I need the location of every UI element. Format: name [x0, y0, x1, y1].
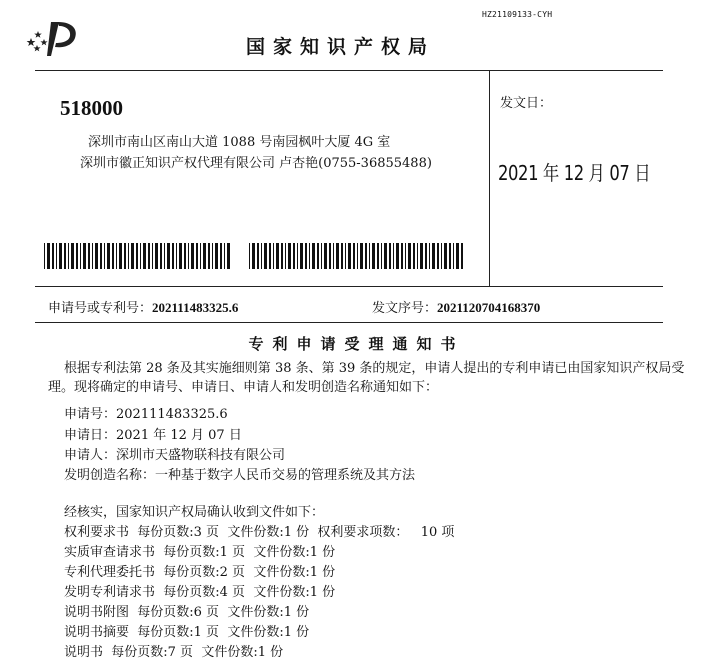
- barcode-bar: [293, 243, 295, 269]
- file-item: 发明专利请求书 每份页数:4 页 文件份数:1 份: [64, 585, 336, 600]
- barcode-bar: [212, 243, 213, 269]
- barcode-bar: [357, 243, 358, 269]
- barcode-bar: [155, 243, 158, 269]
- application-number-label: 申请号或专利号：: [48, 301, 153, 316]
- barcode-bar: [269, 243, 271, 269]
- barcode-bar: [76, 243, 78, 269]
- barcode-bar: [365, 243, 367, 269]
- barcode-bar: [353, 243, 355, 269]
- barcode-bar: [389, 243, 391, 269]
- dispatch-date-label: 发文日：: [500, 96, 553, 111]
- barcode-bar: [324, 243, 327, 269]
- field-invention-title: 发明创造名称：一种基于数字人民币交易的管理系统及其方法: [64, 468, 416, 483]
- barcode-bar: [297, 243, 298, 269]
- barcode-bar: [184, 243, 186, 269]
- barcode-bar: [453, 243, 454, 269]
- barcode-bar: [191, 243, 194, 269]
- barcode-bar: [372, 243, 375, 269]
- application-number-value: 202111483325.6: [152, 300, 239, 315]
- barcode-bar: [71, 243, 74, 269]
- serial-number-row: [372, 297, 540, 316]
- barcode-bar: [83, 243, 86, 269]
- barcode-bar: [104, 243, 105, 269]
- barcode-right: [249, 243, 464, 269]
- field-application-number: 申请号：202111483325.6: [64, 407, 228, 422]
- barcode-bar: [52, 243, 54, 269]
- barcode-bar: [128, 243, 129, 269]
- rule-above-numbers: [35, 286, 663, 287]
- notice-intro: 根据专利法第 28 条及其实施细则第 38 条、第 39 条的规定，申请人提出的专利申请已由国家知识产权局受理。现将确定的申请号、申请日、申请人和发明创造名称通知如下：: [48, 361, 685, 395]
- barcode-bar: [59, 243, 62, 269]
- file-item: 实质审查请求书 每份页数:1 页 文件份数:1 份: [64, 545, 336, 560]
- barcode-bar: [276, 243, 279, 269]
- barcode-bar: [47, 243, 50, 269]
- barcode-bar: [264, 243, 267, 269]
- barcode-bar: [300, 243, 303, 269]
- barcode-bar: [152, 243, 153, 269]
- file-item: 权利要求书 每份页数:3 页 文件份数:1 份 权利要求项数： 10 项: [64, 525, 455, 540]
- barcode-bar: [107, 243, 110, 269]
- vertical-divider: [489, 70, 490, 286]
- barcode-bar: [309, 243, 310, 269]
- barcode-bar: [393, 243, 394, 269]
- barcode-bar: [437, 243, 439, 269]
- agency-title: 国家知识产权局: [246, 36, 436, 58]
- barcode-bar: [131, 243, 134, 269]
- file-item: 说明书附图 每份页数:6 页 文件份数:1 份: [64, 605, 310, 620]
- barcode-bar: [136, 243, 138, 269]
- barcode-bar: [200, 243, 201, 269]
- barcode-bar: [441, 243, 442, 269]
- dispatch-date: 2021 年 12 月 07 日: [498, 161, 651, 185]
- barcode-bar: [44, 243, 45, 269]
- barcode-bar: [360, 243, 363, 269]
- barcode-bar: [273, 243, 274, 269]
- barcode-bar: [281, 243, 283, 269]
- barcode-bar: [208, 243, 210, 269]
- file-item: 说明书摘要 每份页数:1 页 文件份数:1 份: [64, 625, 310, 640]
- barcode-bar: [425, 243, 427, 269]
- barcode-bar: [124, 243, 126, 269]
- barcode-bar: [188, 243, 189, 269]
- barcode-bar: [215, 243, 218, 269]
- barcode-bar: [100, 243, 102, 269]
- serial-number-value: 2021120704168370: [437, 300, 541, 315]
- barcode-bar: [227, 243, 230, 269]
- barcode-bar: [384, 243, 387, 269]
- barcode-bar: [252, 243, 255, 269]
- barcode-bar: [261, 243, 262, 269]
- barcode-bar: [317, 243, 319, 269]
- notice-title: 专利申请受理通知书: [248, 335, 465, 353]
- barcode-bar: [160, 243, 162, 269]
- barcode-bar: [203, 243, 206, 269]
- barcode-bar: [140, 243, 141, 269]
- barcode-bar: [285, 243, 286, 269]
- file-item: 说明书 每份页数:7 页 文件份数:1 份: [64, 645, 284, 660]
- barcode-bar: [179, 243, 182, 269]
- barcode-bar: [341, 243, 343, 269]
- barcode-bar: [408, 243, 411, 269]
- barcode-bar: [172, 243, 174, 269]
- barcode-bar: [413, 243, 415, 269]
- barcode-bar: [112, 243, 114, 269]
- barcode-bar: [148, 243, 150, 269]
- address-line-1: 深圳市南山区南山大道 1088 号南园枫叶大厦 4G 室: [88, 135, 391, 150]
- postal-code: 518000: [60, 96, 123, 120]
- file-item: 专利代理委托书 每份页数:2 页 文件份数:1 份: [64, 565, 336, 580]
- barcode-bar: [333, 243, 334, 269]
- barcode-bar: [64, 243, 66, 269]
- barcode-bar: [56, 243, 57, 269]
- barcode-bar: [444, 243, 447, 269]
- barcode-bar: [336, 243, 339, 269]
- barcode-bar: [119, 243, 122, 269]
- barcode-bar: [461, 243, 463, 269]
- barcode-bar: [456, 243, 459, 269]
- barcode-bar: [164, 243, 165, 269]
- files-intro: 经核实，国家知识产权局确认收到文件如下：: [64, 505, 325, 520]
- barcode-bar: [369, 243, 370, 269]
- barcode-bar: [288, 243, 291, 269]
- barcode-bar: [345, 243, 346, 269]
- cnipa-emblem-icon: [25, 18, 83, 58]
- barcode-bar: [329, 243, 331, 269]
- address-line-2: 深圳市徽正知识产权代理有限公司 卢杏艳(0755-36855488): [80, 156, 432, 171]
- barcode-bar: [176, 243, 177, 269]
- field-filing-date: 申请日：2021 年 12 月 07 日: [64, 428, 242, 443]
- barcode-bar: [224, 243, 225, 269]
- barcode-bar: [312, 243, 315, 269]
- barcode-bar: [321, 243, 322, 269]
- field-applicant: 申请人：深圳市天盛物联科技有限公司: [64, 448, 286, 463]
- document-code: HZ21109133-CYH: [482, 10, 553, 19]
- application-number-row: [48, 297, 238, 316]
- barcode-bar: [88, 243, 90, 269]
- rule-below-numbers: [35, 322, 663, 323]
- barcode-bar: [257, 243, 259, 269]
- barcode-bar: [396, 243, 399, 269]
- barcode-bar: [249, 243, 250, 269]
- barcode-left: [44, 243, 232, 269]
- barcode-bar: [401, 243, 403, 269]
- barcode-bar: [432, 243, 435, 269]
- barcode-bar: [68, 243, 69, 269]
- serial-number-label: 发文序号：: [372, 301, 438, 316]
- barcode-bar: [80, 243, 81, 269]
- barcode-bar: [220, 243, 222, 269]
- barcode-bar: [449, 243, 451, 269]
- header-rule: [35, 70, 663, 71]
- barcode-bar: [348, 243, 351, 269]
- barcode-bar: [405, 243, 406, 269]
- barcode-bar: [305, 243, 307, 269]
- barcode-bar: [196, 243, 198, 269]
- barcode-bar: [167, 243, 170, 269]
- barcode-bar: [381, 243, 382, 269]
- barcode-bar: [92, 243, 93, 269]
- barcode-bar: [417, 243, 418, 269]
- barcode-bar: [116, 243, 117, 269]
- barcode-bar: [377, 243, 379, 269]
- barcode-bar: [420, 243, 423, 269]
- barcode-bar: [143, 243, 146, 269]
- barcode-bar: [95, 243, 98, 269]
- barcode-bar: [429, 243, 430, 269]
